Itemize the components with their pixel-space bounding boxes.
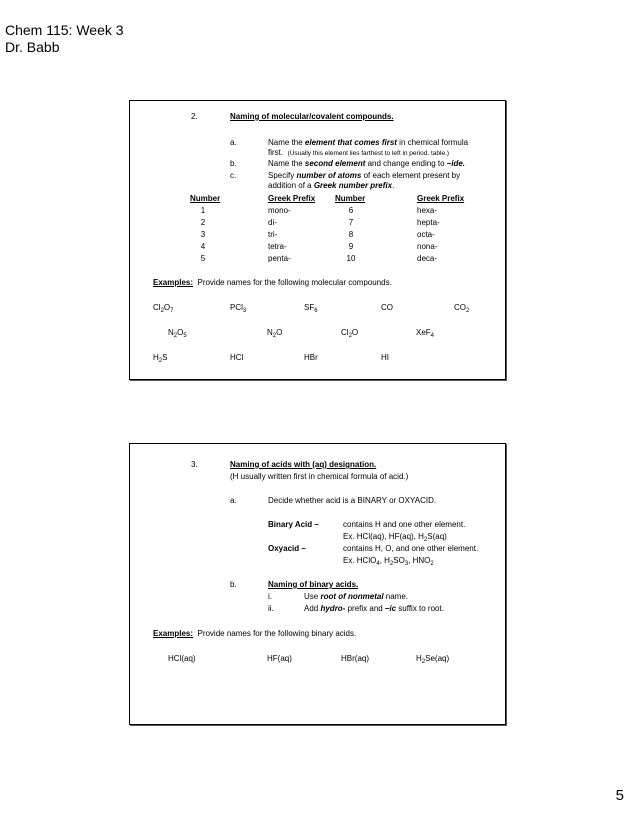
table-cell: 9	[348, 242, 354, 251]
substep-text: Use root of nonmetal name.	[304, 592, 409, 601]
section-title: Naming of molecular/covalent compounds.	[230, 112, 394, 121]
binary-acid-examples: Ex. HCl(aq), HF(aq), $H_2S(aq)$	[343, 532, 447, 543]
substep-text: Add hydro- prefix and –ic suffix to root.	[304, 604, 444, 613]
formula-hi: HI	[381, 353, 389, 362]
formula-cl2o: $Cl_2O$	[341, 328, 359, 339]
acid-hf: HF(aq)	[267, 654, 292, 663]
table-header: Greek Prefix	[268, 194, 316, 203]
table-cell: 5	[200, 254, 206, 263]
examples-line: Examples: Provide names for the following binary acids.	[153, 629, 357, 638]
formula-co: CO	[381, 303, 393, 312]
step-letter: a.	[230, 496, 237, 505]
formula-cl2o7: $Cl_2O_7$	[153, 303, 174, 314]
instructor-name: Dr. Babb	[5, 39, 60, 55]
rule-c-text: Specify number of atoms of each element present by	[268, 171, 461, 180]
step-b-title: Naming of binary acids.	[268, 580, 359, 589]
oxyacid-label: Oxyacid –	[268, 544, 306, 553]
formula-sf6: $SF_6$	[304, 303, 318, 314]
table-header: Number	[335, 194, 366, 203]
rule-c-text-line2: addition of a Greek number prefix.	[268, 181, 395, 190]
formula-pcl3: PCl$_3$	[230, 303, 247, 314]
item-number: 3.	[191, 460, 198, 469]
formula-hcl: HCl	[230, 353, 244, 362]
table-cell: 2	[200, 218, 206, 227]
binary-acid-label: Binary Acid –	[268, 520, 319, 529]
table-cell: 4	[200, 242, 206, 251]
table-cell: hexa-	[417, 206, 438, 215]
examples-line: Examples: Provide names for the following molecular compounds.	[153, 278, 392, 287]
table-header: Greek Prefix	[417, 194, 465, 203]
formula-co2: $CO_2$	[454, 303, 470, 314]
table-cell: octa-	[417, 230, 435, 239]
rule-letter: b.	[230, 159, 237, 168]
table-cell: tri-	[268, 230, 278, 239]
table-cell: di-	[268, 218, 277, 227]
item-number: 2.	[191, 112, 198, 121]
step-a-text: Decide whether acid is a BINARY or OXYACID.	[268, 496, 437, 505]
table-cell: 3	[200, 230, 206, 239]
oxyacid-def: contains H, O, and one other element.	[343, 544, 479, 553]
binary-acid-def: contains H and one other element.	[343, 520, 466, 529]
table-cell: hepta-	[417, 218, 440, 227]
section-subtitle: (H usually written first in chemical formula of acid.)	[230, 472, 409, 481]
formula-h2s: $H_2S$	[153, 353, 168, 364]
substep-num: i.	[268, 592, 272, 601]
rule-b-text: Name the second element and change ending to –ide.	[268, 159, 466, 168]
oxyacid-examples: Ex. HClO$_4$, $H_2SO_3$, $HNO_2$	[343, 556, 434, 567]
table-cell: mono-	[268, 206, 291, 215]
formula-n2o5: $N_2O_5$	[168, 328, 187, 339]
table-cell: 1	[200, 206, 206, 215]
rule-a-text: Name the element that comes first in chemical formula	[268, 138, 469, 147]
rule-letter: c.	[230, 171, 237, 180]
acid-h2se: $H_2Se(aq)$	[416, 654, 450, 665]
table-cell: nona-	[417, 242, 438, 251]
slide-molecular-compounds	[129, 100, 506, 380]
section-title: Naming of acids with (aq) designation.	[230, 460, 377, 469]
course-title: Chem 115: Week 3	[5, 22, 124, 38]
table-cell: 8	[348, 230, 354, 239]
slide-acids	[129, 443, 506, 725]
table-cell: 10	[346, 254, 356, 263]
substep-num: ii.	[268, 604, 274, 613]
page-number: 5	[615, 787, 624, 804]
table-cell: tetra-	[268, 242, 287, 251]
table-cell: deca-	[417, 254, 438, 263]
table-header: Number	[190, 194, 221, 203]
table-cell: 6	[348, 206, 354, 215]
formula-n2o: $N_2O$	[267, 328, 283, 339]
step-letter: b.	[230, 580, 237, 589]
acid-hbr: HBr(aq)	[341, 654, 370, 663]
acid-hcl: HCl(aq)	[168, 654, 196, 663]
table-cell: 7	[348, 218, 354, 227]
table-cell: penta-	[268, 254, 291, 263]
formula-hbr: HBr	[304, 353, 318, 362]
rule-letter: a.	[230, 138, 237, 147]
rule-a-text-line2: first. (Usually this element lies farthest to left in period. table.)	[268, 148, 450, 157]
formula-xef4: XeF$_4$	[416, 328, 435, 339]
